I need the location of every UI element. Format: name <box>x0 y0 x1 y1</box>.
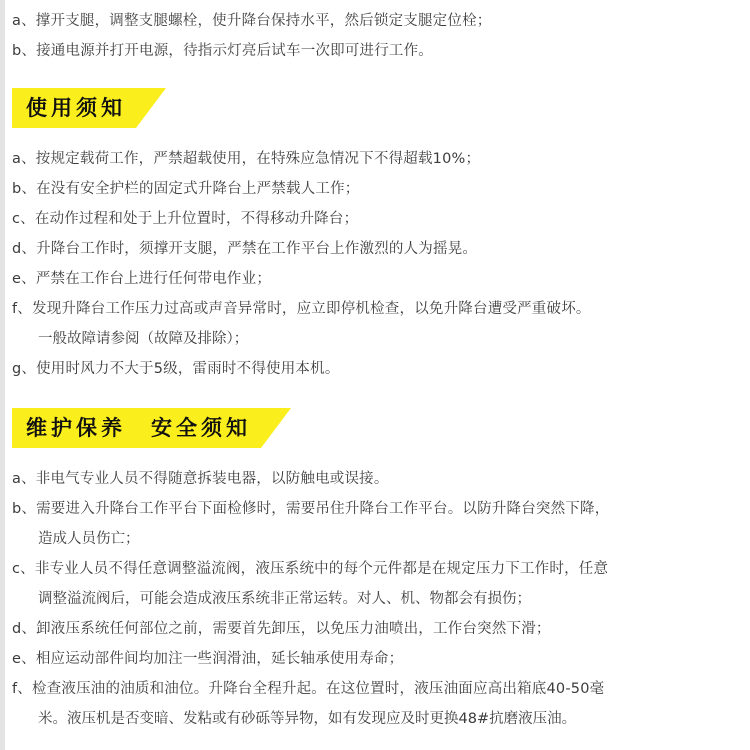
list-item: a、按规定载荷工作，严禁超载使用，在特殊应急情况下不得超载10%； <box>12 151 481 167</box>
section-gap <box>12 384 738 408</box>
usage-list <box>12 144 738 384</box>
heading-gap <box>12 132 738 144</box>
intro-list <box>12 6 738 66</box>
list-item: b、在没有安全护栏的固定式升降台上严禁载人工作； <box>12 181 360 197</box>
list-item: e、严禁在工作台上进行任何带电作业； <box>12 271 272 287</box>
list-item: f、发现升降台工作压力过高或声音异常时，应立即停机检查，以免升降台遭受严重破坏。 <box>12 301 591 317</box>
list-item: g、使用时风力不大于5级，雷雨时不得使用本机。 <box>12 361 340 377</box>
list-item: c、在动作过程和处于上升位置时，不得移动升降台； <box>12 211 359 227</box>
section-title: 使用须知 <box>26 96 126 120</box>
list-item: a、非电气专业人员不得随意拆装电器，以防触电或误接。 <box>12 471 389 487</box>
list-item-continuation: 调整溢流阀后，可能会造成液压系统非正常运转。对人、机、物都会有损伤； <box>38 591 531 607</box>
list-item: e、相应运动部件间均加注一些润滑油，延长轴承使用寿命； <box>12 651 404 667</box>
section-gap <box>12 66 738 88</box>
heading-gap <box>12 452 738 464</box>
section-heading-maintenance <box>12 408 738 452</box>
list-item: f、检查液压油的油质和油位。升降台全程升起。在这位置时，液压油面应高出箱底40-50毫 <box>12 681 605 697</box>
list-item: c、非专业人员不得任意调整溢流阀，液压系统中的每个元件都是在规定压力下工作时，任意 <box>12 561 609 577</box>
heading-banner <box>12 408 261 448</box>
list-item: b、接通电源并打开电源，待指示灯亮后试车一次即可进行工作。 <box>12 43 434 59</box>
maintenance-list <box>12 464 738 734</box>
list-item: d、升降台工作时，须撑开支腿，严禁在工作平台上作激烈的人为摇晃。 <box>12 241 478 257</box>
banner-arrow-icon <box>136 88 166 128</box>
list-item: a、撑开支腿，调整支腿螺栓，使升降台保持水平，然后锁定支腿定位栓； <box>12 13 492 29</box>
banner-arrow-icon <box>261 408 291 448</box>
list-item-continuation: 一般故障请参阅（故障及排除）； <box>38 331 249 347</box>
section-heading-usage <box>12 88 738 132</box>
heading-banner <box>12 88 136 128</box>
list-item: d、卸液压系统任何部位之前，需要首先卸压，以免压力油喷出，工作台突然下滑； <box>12 621 551 637</box>
section-title: 维护保养 安全须知 <box>26 416 251 440</box>
list-item-continuation: 造成人员伤亡； <box>38 531 140 547</box>
list-item: b、需要进入升降台工作平台下面检修时，需要吊住升降台工作平台。以防升降台突然下降， <box>12 501 610 517</box>
list-item-continuation: 米。液压机是否变暗、发粘或有砂砾等异物，如有发现应及时更换48#抗磨液压油。 <box>38 711 577 727</box>
